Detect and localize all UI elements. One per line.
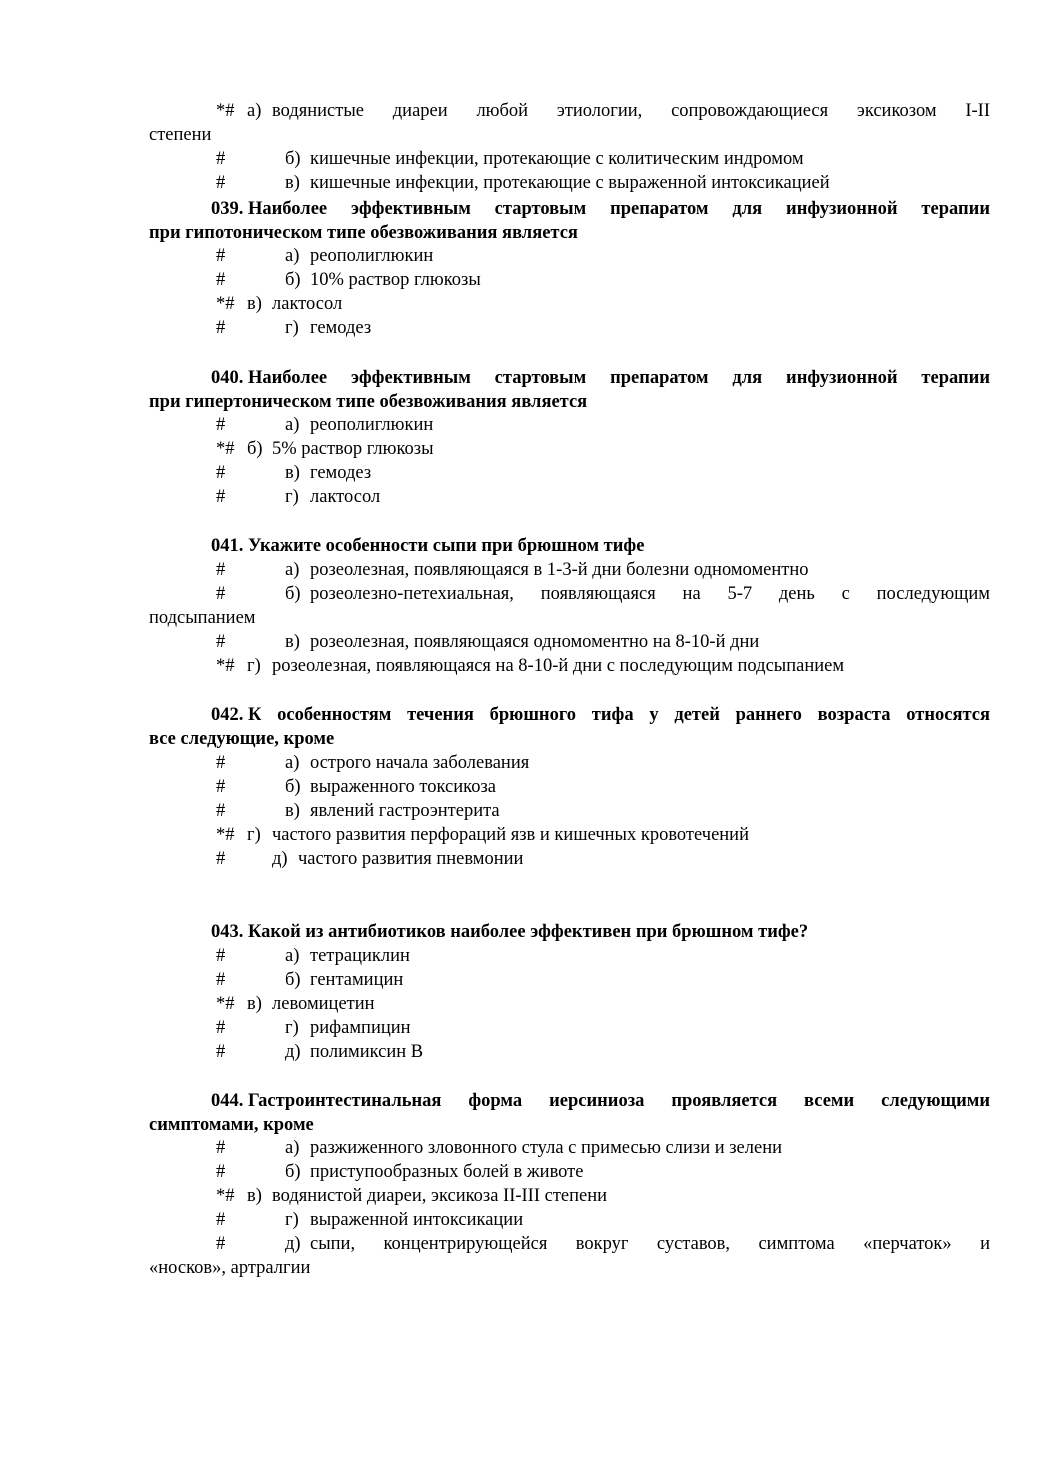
question-number: 042. (211, 705, 244, 725)
question-text: К особенностям течения брюшного тифа у детей раннего возраста относятся (248, 705, 990, 725)
question-text: Какой из антибиотиков наиболее эффективен при брюшном тифе? (248, 922, 809, 942)
option-letter: а) (285, 560, 300, 580)
option-text: кишечные инфекции, протекающие с колитическим индромом (310, 149, 804, 169)
option-letter: г) (247, 825, 261, 845)
option-letter: д) (272, 849, 288, 869)
option-text: лактосол (310, 487, 381, 507)
option-letter: б) (285, 270, 301, 290)
question-number: 039. (211, 199, 244, 219)
answer-marker: # (216, 1138, 226, 1158)
question-text: Наиболее эффективным стартовым препаратом для инфузионной терапии (248, 368, 990, 388)
option-text: разжиженного зловонного стула с примесью слизи и зелени (310, 1138, 783, 1158)
option-text: розеолезная, появляющаяся на 8-10-й дни с последующим подсыпанием (272, 656, 845, 676)
option-letter: в) (285, 463, 300, 483)
option-text-continuation: степени (149, 125, 212, 145)
option-text: 5% раствор глюкозы (272, 439, 434, 459)
option-letter: д) (285, 1042, 301, 1062)
answer-marker: *# (216, 825, 235, 845)
answer-marker: *# (216, 439, 235, 459)
answer-marker: # (216, 560, 226, 580)
answer-marker: *# (216, 994, 235, 1014)
option-text: гемодез (310, 318, 372, 338)
answer-marker: *# (216, 101, 235, 121)
option-letter: в) (285, 173, 300, 193)
option-text: реополиглюкин (310, 415, 434, 435)
option-text: кишечные инфекции, протекающие с выраженной интоксикацией (310, 173, 830, 193)
option-letter: б) (285, 970, 301, 990)
option-text: частого развития пневмонии (298, 849, 524, 869)
option-letter: а) (285, 753, 300, 773)
option-text: 10% раствор глюкозы (310, 270, 481, 290)
answer-marker: # (216, 318, 226, 338)
answer-marker: *# (216, 656, 235, 676)
option-text: тетрациклин (310, 946, 410, 966)
question-text-continuation: при гипотоническом типе обезвоживания является (149, 223, 578, 243)
option-text: гентамицин (310, 970, 404, 990)
option-letter: в) (247, 994, 262, 1014)
option-letter: в) (285, 632, 300, 652)
answer-marker: # (216, 1018, 226, 1038)
option-letter: в) (247, 1186, 262, 1206)
answer-marker: # (216, 463, 226, 483)
answer-marker: # (216, 246, 226, 266)
option-letter: д) (285, 1234, 301, 1254)
option-text: лактосол (272, 294, 343, 314)
option-letter: в) (247, 294, 262, 314)
option-text-continuation: подсыпанием (149, 608, 256, 628)
answer-marker: # (216, 487, 226, 507)
option-letter: б) (285, 584, 301, 604)
question-text-continuation: все следующие, кроме (149, 729, 335, 749)
option-text: левомицетин (272, 994, 375, 1014)
answer-marker: # (216, 1234, 226, 1254)
answer-marker: # (216, 1042, 226, 1062)
question-text: Гастроинтестинальная форма иерсиниоза проявляется всеми следующими (248, 1091, 990, 1111)
answer-marker: # (216, 801, 226, 821)
option-text: водянистые диареи любой этиологии, сопровождающиеся эксикозом I-II (272, 101, 990, 121)
answer-marker: # (216, 1210, 226, 1230)
answer-marker: *# (216, 294, 235, 314)
option-letter: г) (285, 487, 299, 507)
option-letter: г) (285, 1210, 299, 1230)
option-letter: а) (247, 101, 262, 121)
question-text-continuation: при гипертоническом типе обезвоживания является (149, 392, 588, 412)
option-text: сыпи, концентрирующейся вокруг суставов, симптома «перчаток» и (310, 1234, 990, 1254)
option-letter: б) (285, 1162, 301, 1182)
option-text: розеолезная, появляющаяся одномоментно на 8-10-й дни (310, 632, 760, 652)
option-text: полимиксин В (310, 1042, 424, 1062)
question-text: Наиболее эффективным стартовым препаратом для инфузионной терапии (248, 199, 990, 219)
option-letter: а) (285, 1138, 300, 1158)
option-text: острого начала заболевания (310, 753, 530, 773)
question-text: Укажите особенности сыпи при брюшном тифе (248, 536, 645, 556)
answer-marker: # (216, 753, 226, 773)
option-letter: б) (247, 439, 263, 459)
option-letter: г) (247, 656, 261, 676)
answer-marker: # (216, 584, 226, 604)
option-letter: б) (285, 777, 301, 797)
answer-marker: # (216, 777, 226, 797)
answer-marker: # (216, 849, 226, 869)
option-text: реополиглюкин (310, 246, 434, 266)
question-number: 040. (211, 368, 244, 388)
answer-marker: # (216, 149, 226, 169)
answer-marker: # (216, 970, 226, 990)
option-text: гемодез (310, 463, 372, 483)
answer-marker: # (216, 632, 226, 652)
question-text-continuation: симптомами, кроме (149, 1115, 314, 1135)
option-text: розеолезно-петехиальная, появляющаяся на 5-7 день с последующим (310, 584, 990, 604)
answer-marker: # (216, 946, 226, 966)
answer-marker: # (216, 415, 226, 435)
option-text: выраженной интоксикации (310, 1210, 524, 1230)
question-number: 044. (211, 1091, 244, 1111)
question-number: 043. (211, 922, 244, 942)
option-text-continuation: «носков», артралгии (149, 1258, 311, 1278)
option-letter: в) (285, 801, 300, 821)
option-text: водянистой диареи, эксикоза II-III степени (272, 1186, 608, 1206)
option-text: выраженного токсикоза (310, 777, 496, 797)
option-text: явлений гастроэнтерита (310, 801, 500, 821)
option-letter: г) (285, 318, 299, 338)
option-letter: а) (285, 415, 300, 435)
answer-marker: *# (216, 1186, 235, 1206)
option-letter: а) (285, 246, 300, 266)
answer-marker: # (216, 270, 226, 290)
option-letter: г) (285, 1018, 299, 1038)
option-text: розеолезная, появляющаяся в 1-3-й дни болезни одномоментно (310, 560, 809, 580)
option-letter: б) (285, 149, 301, 169)
answer-marker: # (216, 1162, 226, 1182)
option-text: частого развития перфораций язв и кишечных кровотечений (272, 825, 749, 845)
option-letter: а) (285, 946, 300, 966)
question-number: 041. (211, 536, 244, 556)
option-text: приступообразных болей в животе (310, 1162, 584, 1182)
answer-marker: # (216, 173, 226, 193)
option-text: рифампицин (310, 1018, 411, 1038)
